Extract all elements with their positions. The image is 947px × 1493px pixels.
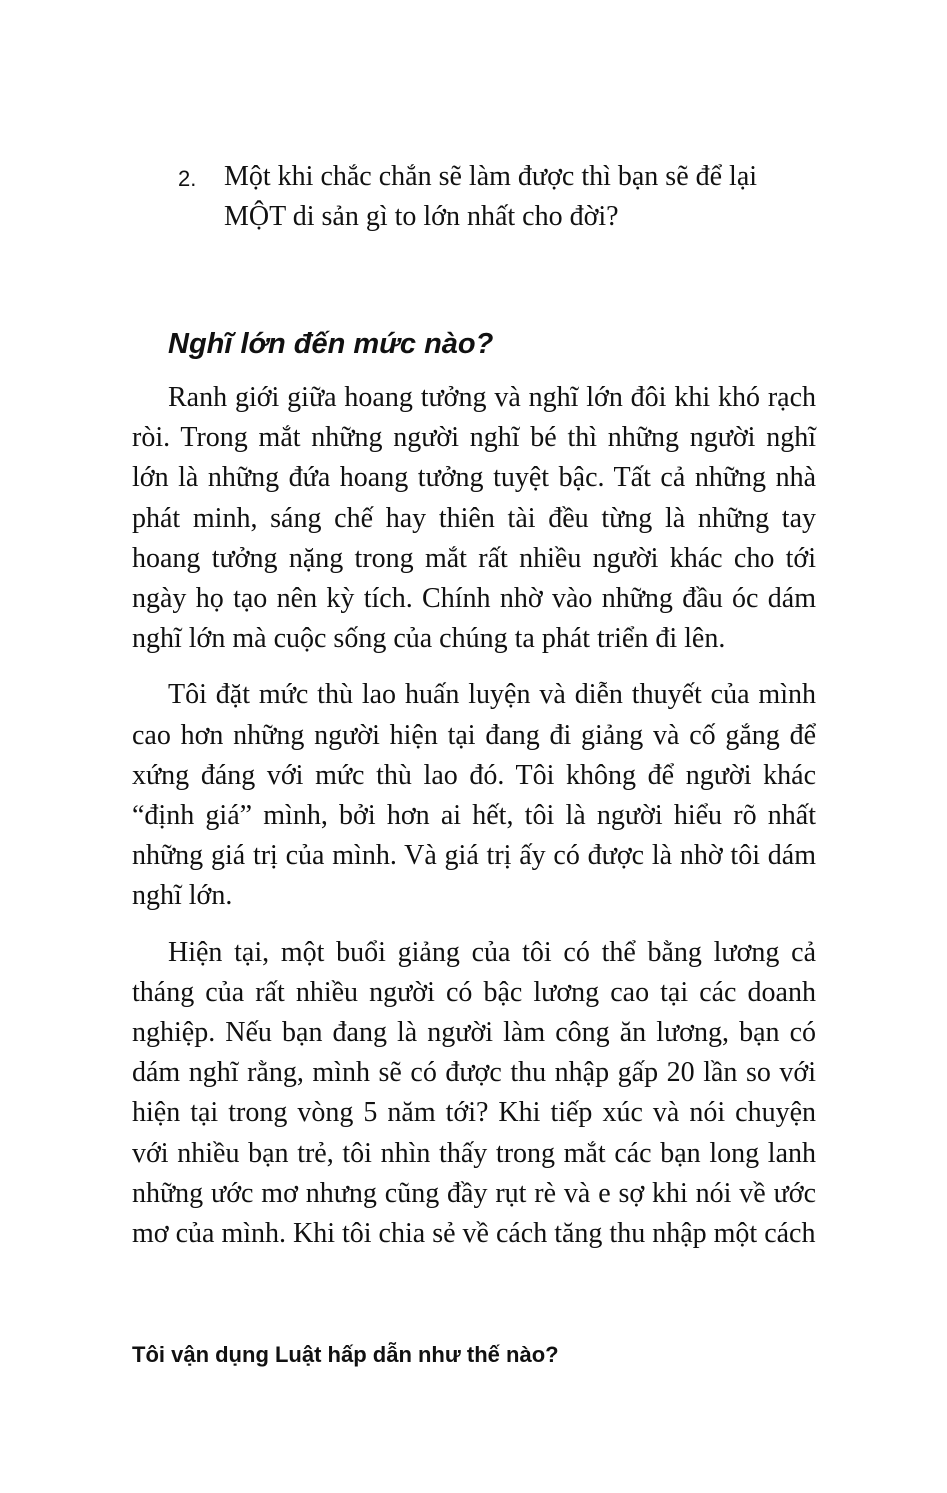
numbered-list-item xyxy=(132,157,816,237)
list-item-text: Một khi chắc chắn sẽ làm được thì bạn sẽ để lại MỘT di sản gì to lớn nhất cho đời? xyxy=(224,161,758,232)
paragraph: Hiện tại, một buổi giảng của tôi có thể bằng lương cả tháng của rất nhiều người có bậc lương cao tại các doanh nghiệp. Nếu bạn đang là người làm công ăn lương, bạn có dám nghĩ rằng, mình sẽ có được thu nhập gấp 20 lần so với hiện tại trong vòng 5 năm tới? Khi tiếp xúc và nói chuyện với nhiều bạn trẻ, tôi nhìn thấy trong mắt các bạn long lanh những ước mơ nhưng cũng đầy rụt rè và e sợ khi nói về ước mơ của mình. Khi tôi chia sẻ về cách tăng thu nhập một cách xyxy=(132,936,816,1250)
section-heading: Nghĩ lớn đến mức nào? xyxy=(168,328,494,360)
running-footer-title: Tôi vận dụng Luật hấp dẫn như thế nào? xyxy=(132,1342,559,1367)
paragraph: Tôi đặt mức thù lao huấn luyện và diễn thuyết của mình cao hơn những người hiện tại đang đi giảng và cố gắng để xứng đáng với mức thù lao đó. Tôi không để người khác “định giá” mình, bởi hơn ai hết, tôi là người hiểu rõ nhất những giá trị của mình. Và giá trị ấy có được là nhờ tôi dám nghĩ lớn. xyxy=(132,679,816,912)
paragraph: Ranh giới giữa hoang tưởng và nghĩ lớn đôi khi khó rạch ròi. Trong mắt những người nghĩ bé thì những người nghĩ lớn là những đứa hoang tưởng tuyệt bậc. Tất cả những nhà phát minh, sáng chế hay thiên tài đều từng là những tay hoang tưởng nặng trong mắt rất nhiều người khác cho tới ngày họ tạo nên kỳ tích. Chính nhờ vào những đầu óc dám nghĩ lớn mà cuộc sống của chúng ta phát triển đi lên. xyxy=(132,382,816,655)
body-text xyxy=(132,378,816,1270)
book-page xyxy=(132,0,816,1493)
list-item-number: 2. xyxy=(178,166,197,191)
